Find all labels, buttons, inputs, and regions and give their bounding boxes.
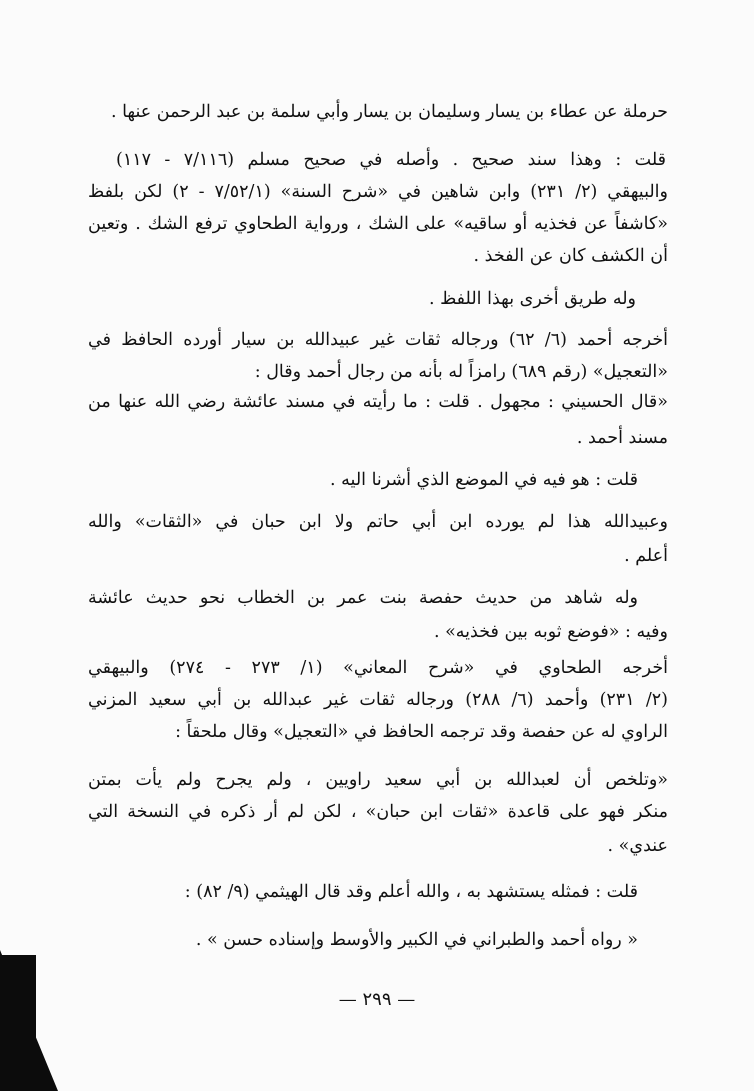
text-line: الراوي له عن حفصة وقد ترجمه الحافظ في «التعجيل» وقال ملحقاً : xyxy=(175,722,668,742)
text-line: وعبيدالله هذا لم يورده ابن أبي حاتم ولا ابن حبان في «الثقات» والله xyxy=(88,512,668,532)
page-number: — ٢٩٩ — xyxy=(338,989,416,1010)
text-line: والبيهقي (٢/ ٢٣١) وابن شاهين في «شرح السنة» (٧/٥٢/١ - ٢) لكن بلفظ xyxy=(88,182,668,202)
text-line: وله شاهد من حديث حفصة بنت عمر بن الخطاب نحو حديث عائشة xyxy=(88,588,638,608)
text-line: قلت : فمثله يستشهد به ، والله أعلم وقد قال الهيثمي (٩/ ٨٢) : xyxy=(184,882,638,902)
text-line: «التعجيل» (رقم ٦٨٩) رامزاً له بأنه من رجال أحمد وقال : xyxy=(254,362,668,382)
text-line: «وتلخص أن لعبدالله بن أبي سعيد راويين ، ولم يجرح ولم يأت بمتن xyxy=(88,770,668,790)
text-line: أخرجه الطحاوي في «شرح المعاني» (١/ ٢٧٣ - ٢٧٤) والبيهقي xyxy=(88,658,669,678)
text-line: عندي» . xyxy=(607,836,668,856)
text-line: حرملة عن عطاء بن يسار وسليمان بن يسار وأبي سلمة بن عبد الرحمن عنها . xyxy=(110,102,668,122)
text-line: «قال الحسيني : مجهول . قلت : ما رأيته في مسند عائشة رضي الله عنها من xyxy=(88,392,668,412)
text-line: أن الكشف كان عن الفخذ . xyxy=(473,246,668,266)
text-line: وله طريق أخرى بهذا اللفظ . xyxy=(428,289,636,309)
text-line: أخرجه أحمد (٦/ ٦٢) ورجاله ثقات غير عبيدالله بن سيار أورده الحافظ في xyxy=(88,330,668,350)
text-line: وفيه : «فوضع ثوبه بين فخذيه» . xyxy=(433,622,668,642)
text-line: (٢/ ٢٣١) وأحمد (٦/ ٢٨٨) ورجاله ثقات غير عبدالله بن أبي سعيد المزني xyxy=(88,690,668,710)
text-line: قلت : وهذا سند صحيح . وأصله في صحيح مسلم (٧/١١٦ - ١١٧) xyxy=(116,150,666,170)
text-line: منكر فهو على قاعدة «ثقات ابن حبان» ، لكن لم أر ذكره في النسخة التي xyxy=(88,802,668,822)
text-line: مسند أحمد . xyxy=(576,428,668,448)
text-line: أعلم . xyxy=(624,546,668,566)
text-line: « رواه أحمد والطبراني في الكبير والأوسط وإسناده حسن » . xyxy=(195,930,638,950)
scan-edge-shadow xyxy=(0,955,36,1091)
text-line: «كاشفاً عن فخذيه أو ساقيه» على الشك ، ورواية الطحاوي ترفع الشك . وتعين xyxy=(88,214,668,234)
text-line: قلت : هو فيه في الموضع الذي أشرنا اليه . xyxy=(330,470,638,490)
